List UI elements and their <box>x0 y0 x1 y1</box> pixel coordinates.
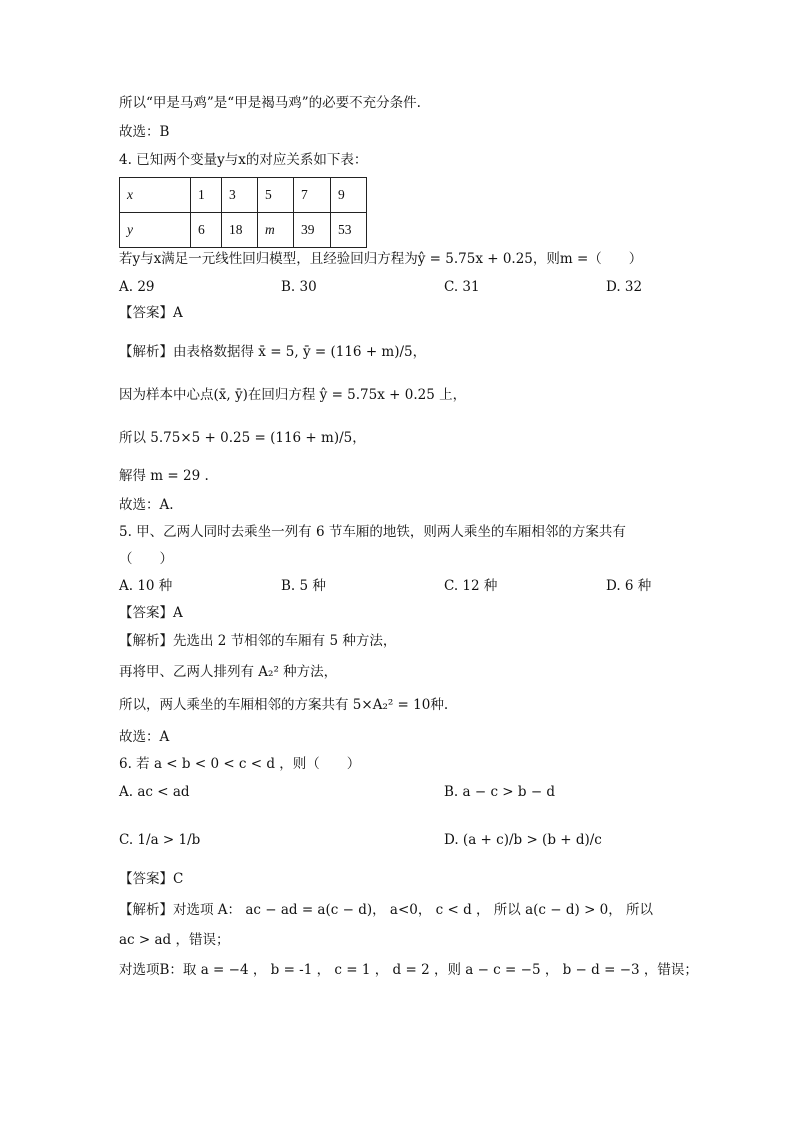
table-cell: 39 <box>294 213 331 248</box>
q4-analysis-2: 因为样本中心点(x̄, ȳ)在回归方程 ŷ = 5.75x + 0.25 上， <box>119 387 467 403</box>
table-cell: x <box>120 178 191 213</box>
q3-choice: 故选：B <box>119 124 170 140</box>
q4-analysis-4: 解得 m = 29 . <box>119 468 209 484</box>
table-cell: 6 <box>191 213 222 248</box>
q5-stem: 5. 甲、乙两人同时去乘坐一列有 6 节车厢的地铁，则两人乘坐的车厢相邻的方案共有 <box>119 524 626 540</box>
q5-choice: 故选：A <box>119 729 170 745</box>
q4-choice: 故选：A. <box>119 497 174 513</box>
q5-answer: 【答案】A <box>119 605 183 621</box>
table-cell: 3 <box>222 178 258 213</box>
table-row-y <box>120 213 367 248</box>
q5-option-a: A. 10 种 <box>119 578 173 594</box>
q5-analysis-1: 【解析】先选出 2 节相邻的车厢有 5 种方法， <box>119 633 397 649</box>
table-row-x <box>120 178 367 213</box>
q6-analysis-3: 对选项B：取 a = −4 ， b = -1 ， c = 1 ， d = 2 ，则 a − c = −5 ， b − d = −3 ，错误； <box>119 962 698 978</box>
table-cell: 7 <box>294 178 331 213</box>
q4-option-b: B. 30 <box>281 279 317 295</box>
q5-option-b: B. 5 种 <box>281 578 326 594</box>
q5-analysis-2: 再将甲、乙两人排列有 A₂² 种方法， <box>119 664 338 680</box>
q6-option-b: B. a − c > b − d <box>444 784 556 800</box>
q6-option-a: A. ac < ad <box>119 784 190 800</box>
table-cell: 1 <box>191 178 222 213</box>
q6-answer: 【答案】C <box>119 871 184 887</box>
q4-option-d: D. 32 <box>606 279 643 295</box>
q5-analysis-3: 所以，两人乘坐的车厢相邻的方案共有 5×A₂² = 10种. <box>119 697 449 713</box>
q6-analysis-1: 【解析】对选项 A： ac − ad = a(c − d)， a<0， c < d ， 所以 a(c − d) > 0， 所以 <box>119 902 654 918</box>
q5-option-d: D. 6 种 <box>606 578 652 594</box>
table-cell: y <box>120 213 191 248</box>
q5-stem-2: （ ） <box>119 551 173 567</box>
q4-option-c: C. 31 <box>444 279 480 295</box>
q5-option-c: C. 12 种 <box>444 578 498 594</box>
q4-analysis-3: 所以 5.75×5 + 0.25 = (116 + m)/5， <box>119 430 366 446</box>
q6-option-d: D. (a + c)/b > (b + d)/c <box>444 832 602 848</box>
q4-answer: 【答案】A <box>119 305 183 321</box>
q6-option-c: C. 1/a > 1/b <box>119 832 201 848</box>
q4-data-table <box>119 177 367 248</box>
q6-stem: 6. 若 a < b < 0 < c < d ，则（ ） <box>119 756 361 772</box>
q3-conclusion: 所以“甲是马鸡”是“甲是褐马鸡”的必要不充分条件. <box>119 95 421 111</box>
q4-stem-2: 若y与x满足一元线性回归模型，且经验回归方程为ŷ = 5.75x + 0.25，则m =（ ） <box>119 251 643 267</box>
q6-analysis-2: ac > ad ，错误； <box>119 932 230 948</box>
table-cell: 5 <box>258 178 294 213</box>
table-cell: m <box>258 213 294 248</box>
table-cell: 53 <box>331 213 367 248</box>
q4-analysis-1: 【解析】由表格数据得 x̄ = 5, ȳ = (116 + m)/5， <box>119 344 427 360</box>
q4-option-a: A. 29 <box>119 279 155 295</box>
table-cell: 9 <box>331 178 367 213</box>
table-cell: 18 <box>222 213 258 248</box>
q4-stem: 4. 已知两个变量y与x的对应关系如下表： <box>119 152 368 168</box>
